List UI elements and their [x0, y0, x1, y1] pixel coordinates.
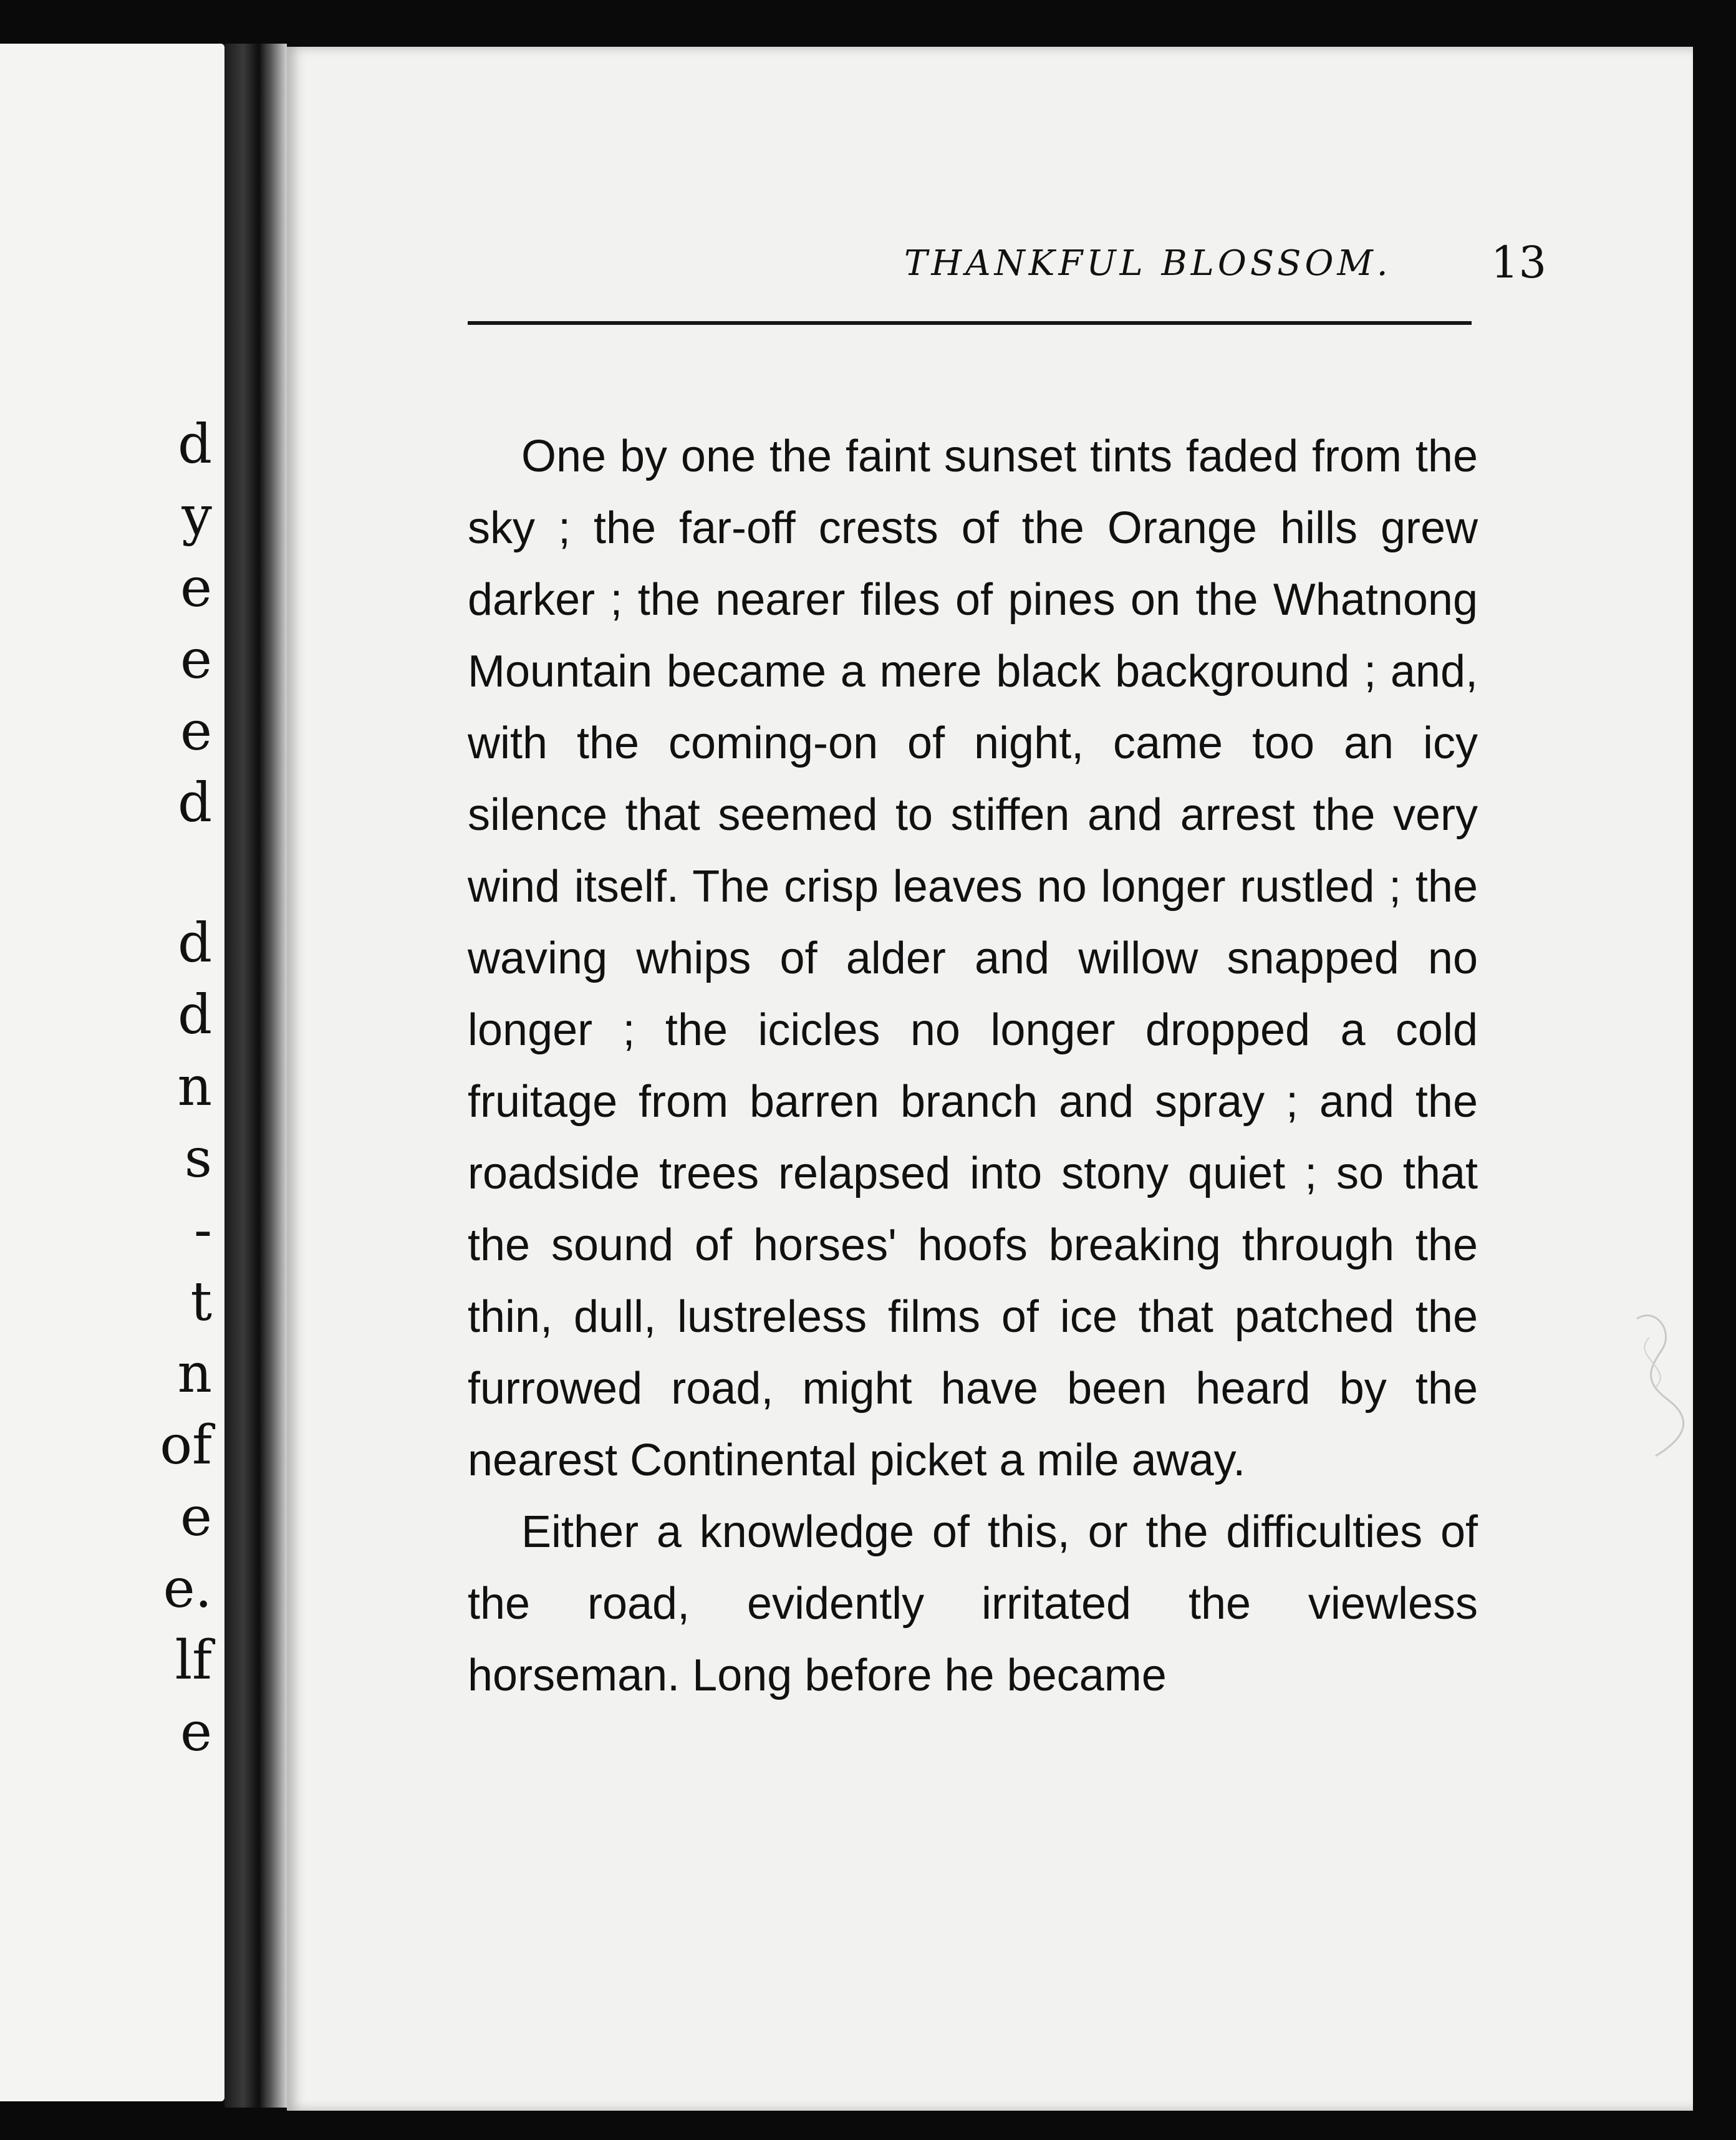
page-number: 13 [1490, 237, 1546, 288]
margin-fragment: d [177, 413, 212, 476]
margin-fragment: d [177, 772, 212, 834]
margin-fragment: d [177, 912, 212, 975]
margin-fragment: e. [163, 1558, 212, 1620]
margin-fragment: s [184, 1127, 212, 1190]
running-head [468, 224, 1546, 306]
paragraph: One by one the faint sunset tints faded from the sky ; the far-off crests of the Orange hills grew darker ; the nearer files of pines on the Whatnong Mountain became a mere black background ; and, with the coming-on of night, came too an icy silence that seemed to stiffen and arrest the very wind itself. The crisp leaves no longer rustled ; the waving whips of alder and willow snapped no longer ; the icicles no longer dropped a cold fruitage from barren branch and spray ; and the roadside trees relapsed into stony quiet ; so that the sound of horses' hoofs breaking through the thin, dull, lustreless films of ice that patched the furrowed road, might have been heard by the nearest Continental picket a mile away. [468, 431, 1478, 1485]
margin-fragment: e [180, 629, 212, 691]
body-text [468, 421, 1478, 1712]
running-title: THANKFUL BLOSSOM. [904, 243, 1392, 284]
margin-fragment: of [160, 1414, 212, 1477]
margin-fragment: t [190, 1271, 212, 1333]
book-gutter [224, 44, 287, 2108]
margin-fragment: n [177, 1056, 212, 1118]
margin-fragment: e [180, 557, 212, 619]
margin-fragment: y [181, 485, 212, 547]
paragraph: Either a knowledge of this, or the difficulties of the road, evidently irritated the viewless horseman. Long before he became [468, 1507, 1478, 1700]
margin-fragment: e [180, 700, 212, 763]
margin-fragment: n [177, 1342, 212, 1405]
margin-fragment: - [193, 1199, 212, 1261]
book-page [287, 47, 1693, 2111]
facing-page-edge [0, 44, 224, 2101]
paper-specks [1618, 1294, 1693, 1481]
header-rule [468, 321, 1472, 325]
margin-fragment: lf [175, 1629, 212, 1692]
margin-fragment: e [180, 1486, 212, 1548]
margin-fragment: e [180, 1701, 212, 1763]
margin-fragment: d [177, 984, 212, 1046]
